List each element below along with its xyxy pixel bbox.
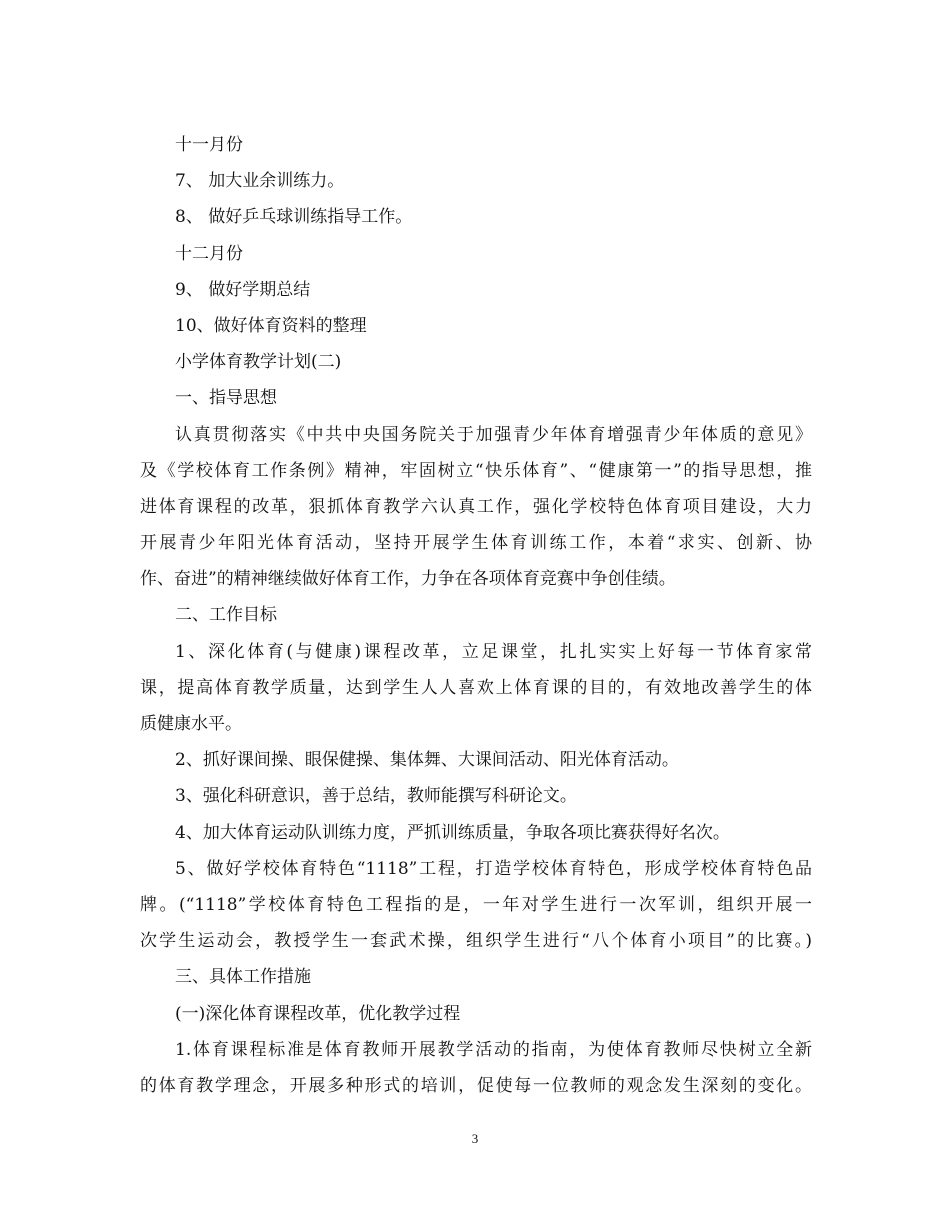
heading: 一、指导思想 (175, 388, 277, 409)
text-line: 作、奋进”的精神继续做好体育工作，力争在各项体育竞赛中争创佳绩。 (140, 569, 676, 590)
heading: 三、具体工作措施 (175, 967, 311, 988)
text-line: 认真贯彻落实《中共中央国务院关于加强青少年体育增强青少年体质的意见》 (175, 424, 812, 445)
text-line: 进体育课程的改革，狠抓体育教学六认真工作，强化学校特色体育项目建设，大力 (140, 496, 812, 517)
text-line: 3、强化科研意识，善于总结，教师能撰写科研论文。 (175, 786, 577, 807)
text-line: 牌。(“1118”学校体育特色工程指的是，一年对学生进行一次军训，组织开展一 (140, 894, 812, 915)
text-line: 次学生运动会，教授学生一套武术操，组织学生进行“八个体育小项目”的比赛。) (140, 931, 812, 952)
text-line: 开展青少年阳光体育活动，坚持开展学生体育训练工作，本着“求实、创新、协 (140, 533, 812, 554)
text-line: 9、 做好学期总结 (175, 279, 311, 300)
text-line: 十二月份 (175, 243, 243, 264)
text-line: 1.体育课程标准是体育教师开展教学活动的指南，为使体育教师尽快树立全新 (175, 1039, 812, 1060)
text-line: 4、加大体育运动队训练力度，严抓训练质量，争取各项比赛获得好名次。 (175, 822, 730, 843)
text-line: 10、做好体育资料的整理 (175, 315, 367, 336)
text-line: 5、做好学校体育特色“1118”工程，打造学校体育特色，形成学校体育特色品 (175, 858, 812, 879)
document-body (140, 127, 812, 1104)
text-line: 7、 加大业余训练力。 (175, 171, 345, 192)
text-line: 质健康水平。 (140, 714, 242, 734)
text-line: 8、 做好乒乓球训练指导工作。 (175, 207, 413, 228)
text-line: 2、抓好课间操、眼保健操、集体舞、大课间活动、阳光体育活动。 (175, 750, 679, 771)
text-line: 及《学校体育工作条例》精神，牢固树立“快乐体育”、“健康第一”的指导思想，推 (140, 460, 812, 481)
page-number: 3 (471, 1131, 479, 1146)
section-title: 小学体育教学计划(二) (175, 352, 342, 373)
heading: 二、工作目标 (175, 605, 277, 626)
subheading: (一)深化体育课程改革，优化教学过程 (175, 1003, 461, 1024)
text-line: 的体育教学理念，开展多种形式的培训，促使每一位教师的观念发生深刻的变化。 (140, 1075, 812, 1096)
text-line: 1、深化体育(与健康)课程改革，立足课堂，扎扎实实上好每一节体育家常 (175, 641, 812, 662)
text-line: 十一月份 (175, 135, 243, 155)
text-line: 课，提高体育教学质量，达到学生人人喜欢上体育课的目的，有效地改善学生的体 (140, 677, 812, 698)
